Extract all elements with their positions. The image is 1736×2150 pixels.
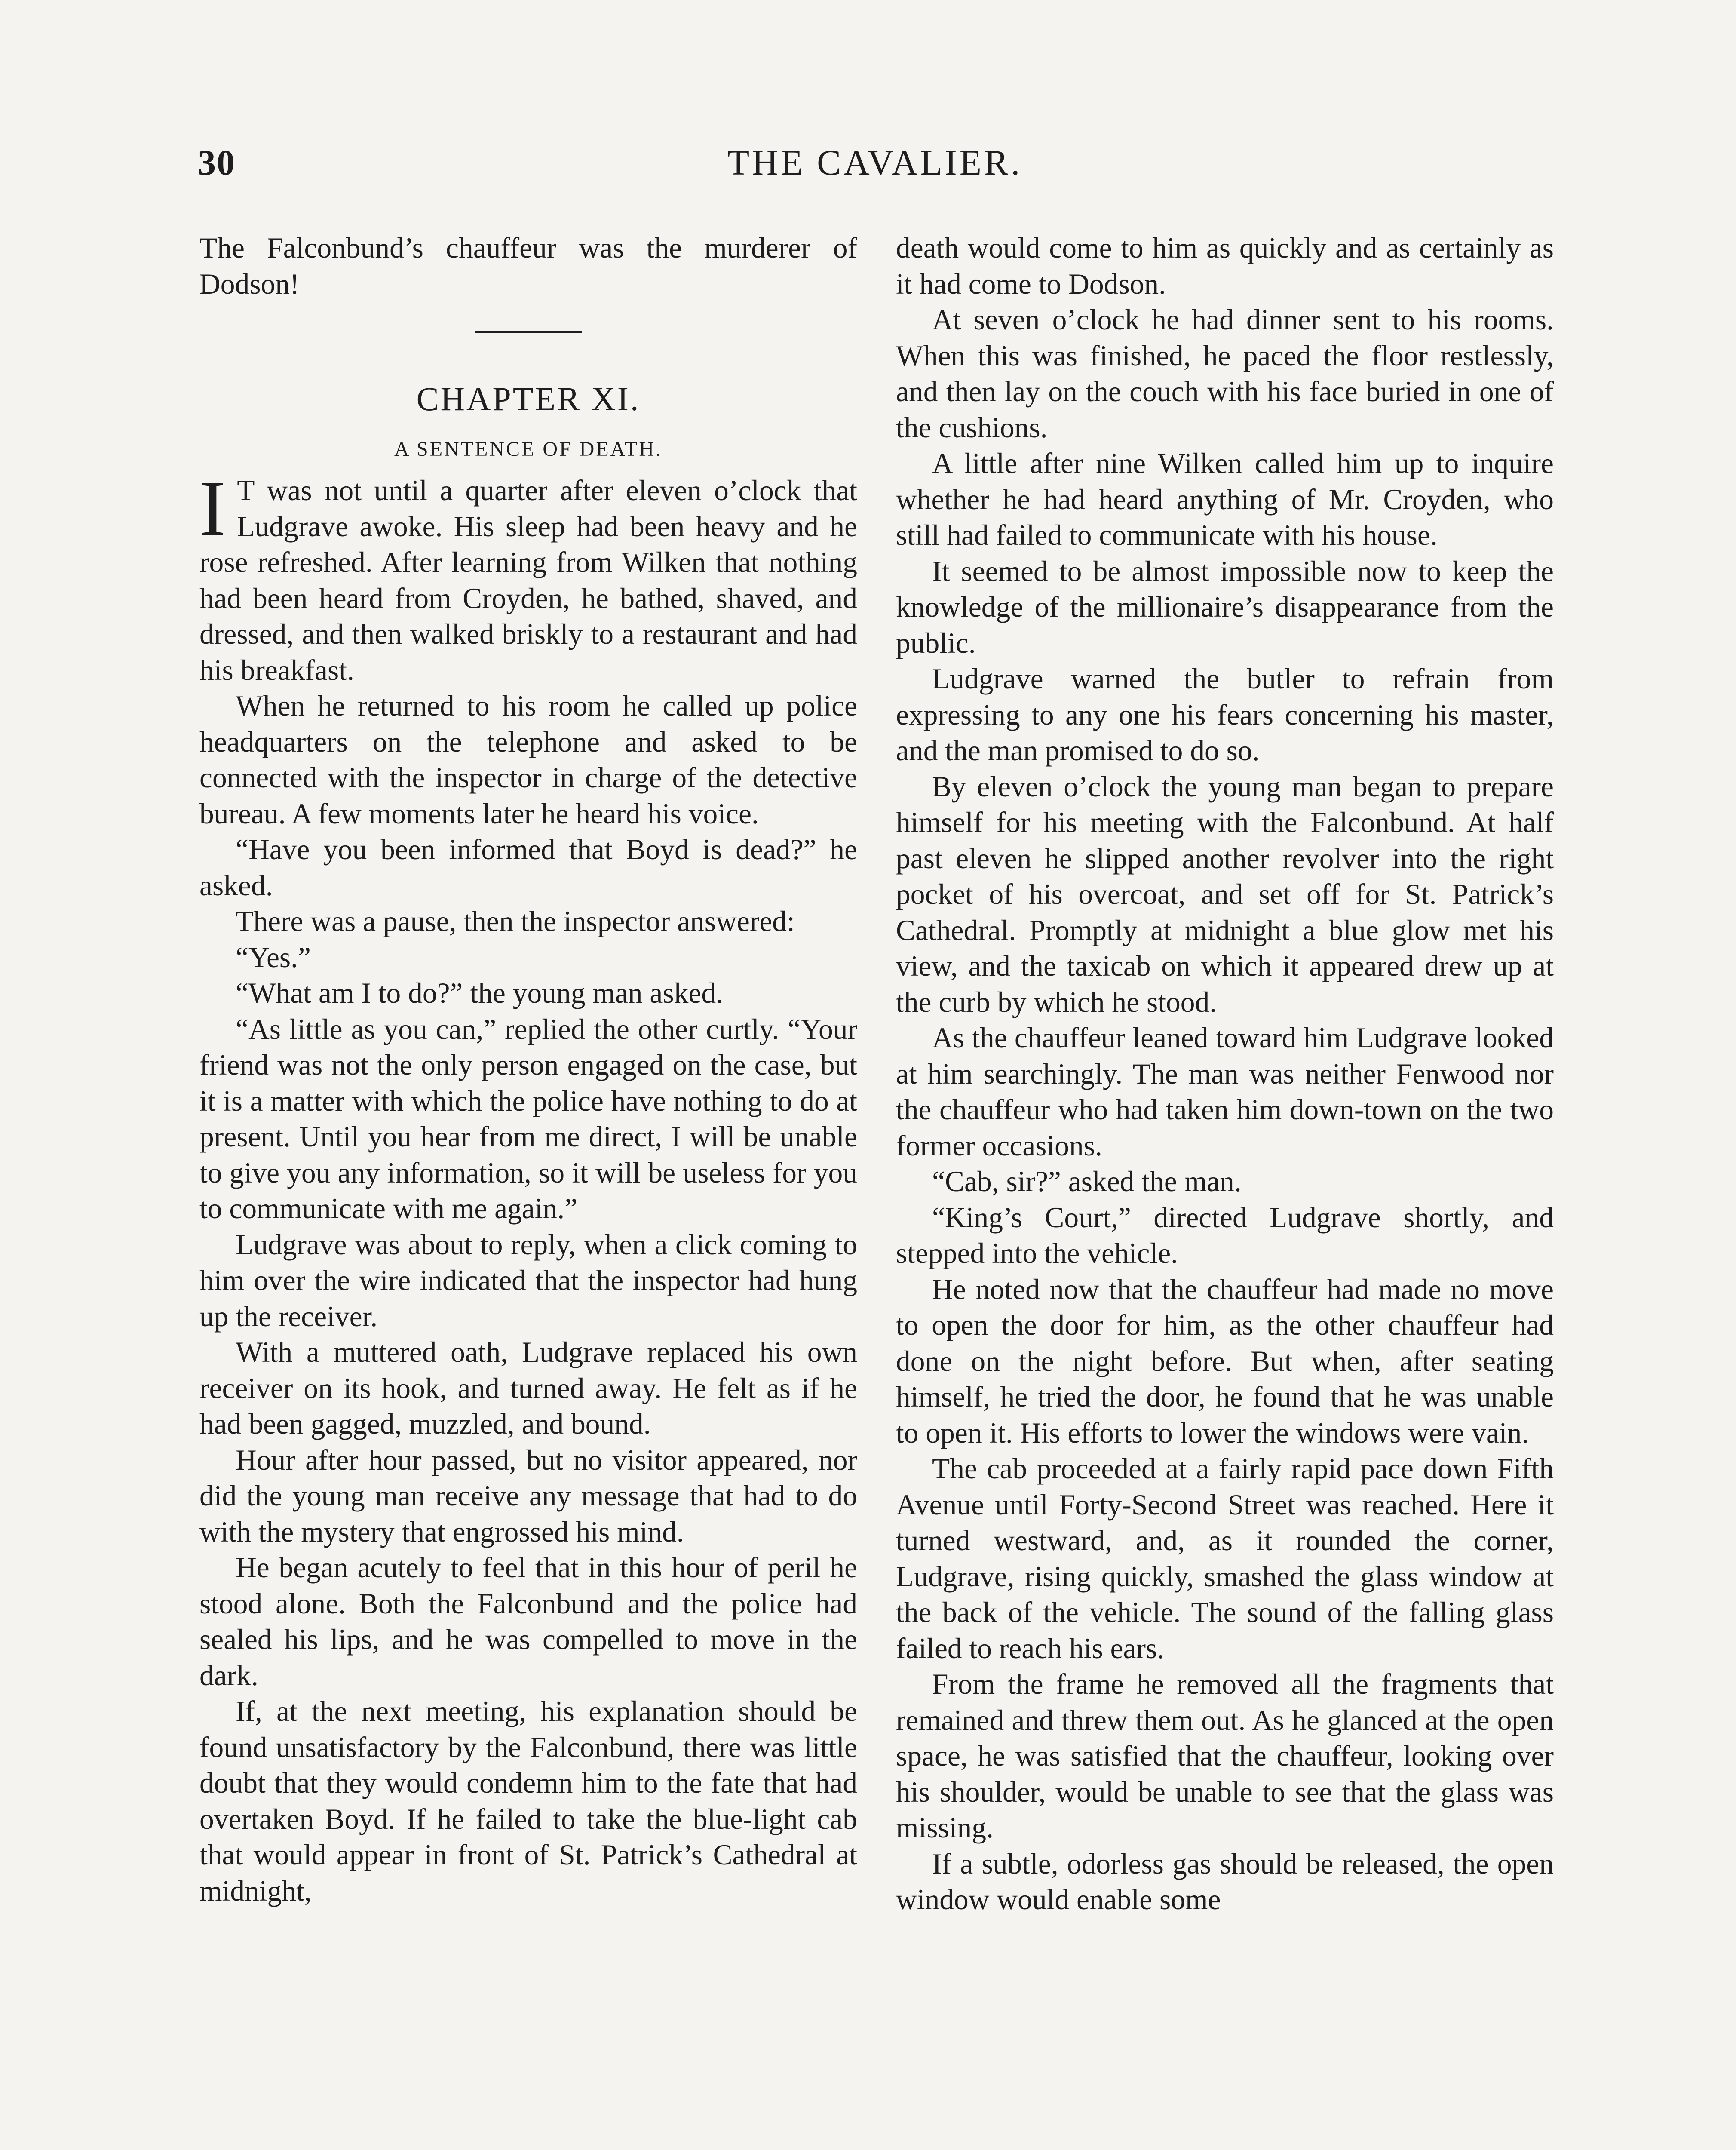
drop-cap: I [199, 464, 226, 552]
paragraph: Hour after hour passed, but no visitor appeared, nor did the young man receive any message that had to do with the mystery that engrossed his mind. [199, 1444, 857, 1548]
paragraph: The cab proceeded at a fairly rapid pace down Fifth Avenue until Forty-Second Street was reached. Here it turned westward, and, as it rounded the corner, Ludgrave, rising quickly, smashed the glass window at the back of the vehicle. The sound of the falling glass failed to reach his ears. [896, 1453, 1554, 1665]
paragraph: It seemed to be almost impossible now to keep the knowledge of the millionaire’s disappearance from the public. [896, 555, 1554, 659]
paragraph: There was a pause, then the inspector answered: [236, 905, 795, 937]
paragraph: He began acutely to feel that in this hour of peril he stood alone. Both the Falconbund and the police had sealed his lips, and he was compelled to move in the dark. [199, 1551, 857, 1692]
paragraph: “Yes.” [236, 941, 311, 974]
chapter-subtitle: A SENTENCE OF DEATH. [394, 438, 663, 461]
paragraph: When he returned to his room he called up police headquarters on the telephone and asked to be connected with the inspector in charge of the detective bureau. A few moments later he heard his voice. [199, 690, 857, 830]
paragraph: Ludgrave warned the butler to refrain from expressing to any one his fears concerning his master, and the man promised to do so. [896, 663, 1554, 767]
chapter-title: CHAPTER XI. [416, 380, 641, 418]
right-column [896, 230, 1554, 1918]
paragraph: As the chauffeur leaned toward him Ludgrave looked at him searchingly. The man was neither Fenwood nor the chauffeur who had taken him down-town on the two former occasions. [896, 1022, 1554, 1162]
paragraph [199, 464, 857, 688]
paragraph: From the frame he removed all the fragments that remained and threw them out. As he glanced at the open space, he was satisfied that the chauffeur, looking over his shoulder, would be unable to see that the glass was missing. [896, 1668, 1554, 1844]
paragraph: With a muttered oath, Ludgrave replaced his own receiver on its hook, and turned away. He felt as if he had been gagged, muzzled, and bound. [199, 1336, 857, 1440]
paragraph: “As little as you can,” replied the other curtly. “Your friend was not the only person engaged on the case, but it is a matter with which the police have nothing to do at present. Until you hear from me direct, I will be unable to give you any information, so it will be useless for you to communicate with me again.” [199, 1013, 857, 1225]
paragraph: “Have you been informed that Boyd is dead?” he asked. [199, 833, 857, 902]
paragraph: “Cab, sir?” asked the man. [932, 1165, 1242, 1198]
running-title: THE CAVALIER. [727, 143, 1023, 183]
paragraph: By eleven o’clock the young man began to prepare himself for his meeting with the Falconbund. At half past eleven he slipped another revolver into the right pocket of his overcoat, and set off for St. Patrick’s Cathedral. Promptly at midnight a blue glow met his view, and the taxicab on which it appeared drew up at the curb by which he stood. [896, 770, 1554, 1018]
paragraph: If, at the next meeting, his explanation should be found unsatisfactory by the Falconbund, there was little doubt that they would condemn him to the fate that had overtaken Boyd. If he failed to take the blue-light cab that would appear in front of St. Patrick’s Cathedral at midnight, [199, 1695, 857, 1907]
paragraph: The Falconbund’s chauffeur was the murderer of Dodson! [199, 232, 857, 300]
paragraph: “What am I to do?” the young man asked. [236, 977, 723, 1009]
page-header [198, 142, 1552, 194]
paragraph: He noted now that the chauffeur had made no move to open the door for him, as the other chauffeur had done on the night before. But when, after seating himself, he tried the door, he found that he was unable to open it. His efforts to lower the windows were vain. [896, 1273, 1554, 1449]
paragraph-text: T was not until a quarter after eleven o’clock that Ludgrave awoke. His sleep had been heavy and he rose refreshed. After learning from Wilken that nothing had been heard from Croyden, he bathed, shaved, and dressed, and then walked briskly to a restaurant and had his breakfast. [199, 474, 857, 686]
paragraph: Ludgrave was about to reply, when a click coming to him over the wire indicated that the inspector had hung up the receiver. [199, 1228, 857, 1333]
page-number: 30 [198, 143, 236, 183]
paragraph: A little after nine Wilken called him up to inquire whether he had heard anything of Mr. Croyden, who still had failed to communicate with his house. [896, 447, 1554, 551]
paragraph: “King’s Court,” directed Ludgrave shortly, and stepped into the vehicle. [896, 1201, 1554, 1269]
paragraph: If a subtle, odorless gas should be released, the open window would enable some [896, 1847, 1554, 1916]
section-divider [475, 331, 582, 333]
paragraph: At seven o’clock he had dinner sent to his rooms. When this was finished, he paced the floor restlessly, and then lay on the couch with his face buried in one of the cushions. [896, 304, 1554, 444]
left-column [199, 230, 857, 1909]
paragraph: death would come to him as quickly and as certainly as it had come to Dodson. [896, 232, 1554, 300]
